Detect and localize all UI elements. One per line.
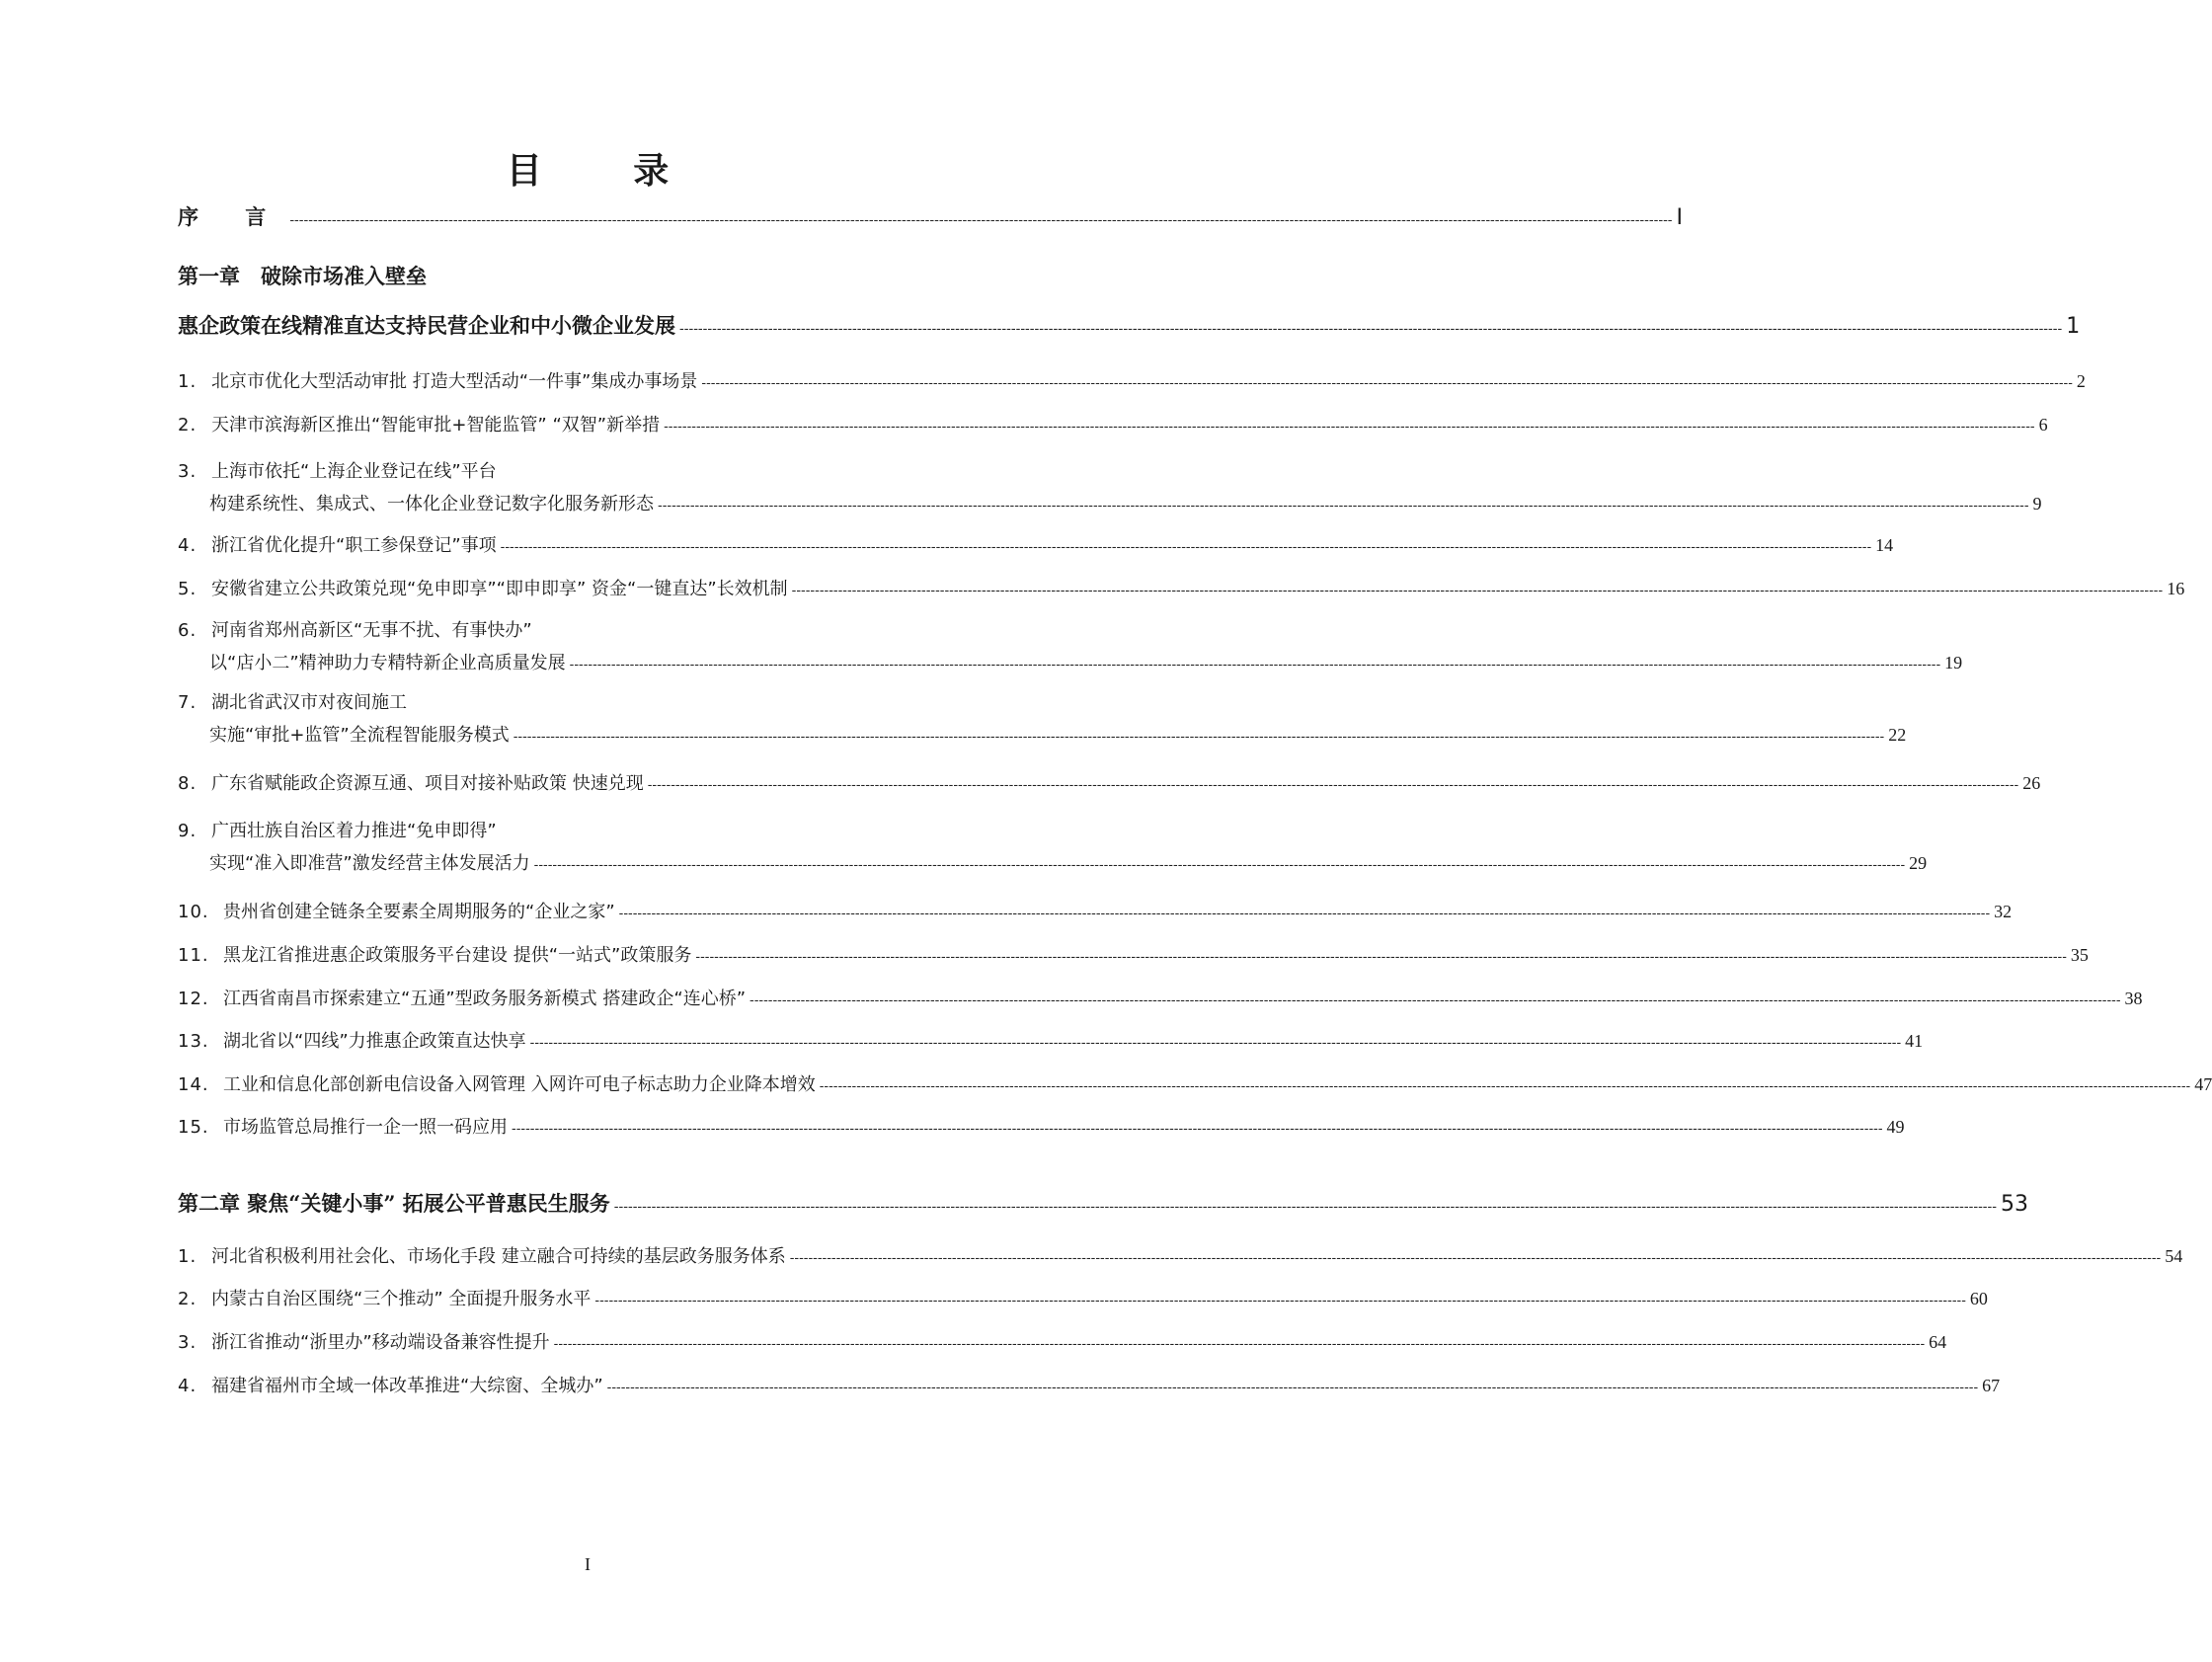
item-page: 2	[2076, 371, 2086, 391]
dot-leader	[607, 1373, 1979, 1404]
item-number: 4.	[178, 535, 198, 556]
item-page: 41	[1905, 1031, 1924, 1051]
toc-item[interactable]	[178, 1326, 1947, 1358]
toc-item[interactable]	[178, 1283, 1988, 1314]
toc-item[interactable]	[178, 1370, 2001, 1401]
item-number: 12.	[178, 989, 209, 1009]
item-page: 67	[1982, 1376, 2001, 1395]
item-title: 浙江省推动“浙里办”移动端设备兼容性提升	[211, 1332, 550, 1353]
toc-entry-chapter1-subtitle[interactable]	[178, 310, 2081, 342]
toc-entry-preface[interactable]	[178, 201, 1684, 233]
dot-leader	[530, 1028, 1902, 1060]
item-title: 第一章 破除市场准入壁垒	[178, 264, 427, 288]
dot-leader	[570, 650, 1941, 681]
item-number: 2.	[178, 1289, 198, 1309]
dot-leader	[695, 942, 2067, 974]
toc-item[interactable]	[178, 615, 1963, 678]
toc-item[interactable]	[178, 1025, 1924, 1057]
toc-item[interactable]	[178, 1240, 2183, 1272]
item-number: 2.	[178, 415, 198, 435]
item-page: 19	[1944, 653, 1963, 673]
toc-item[interactable]	[178, 687, 1907, 751]
item-title: 内蒙古自治区围绕“三个推动” 全面提升服务水平	[211, 1289, 592, 1309]
toc-item[interactable]	[178, 365, 2086, 397]
toc-item[interactable]	[178, 456, 2042, 519]
dot-leader	[820, 1071, 2191, 1103]
toc-item[interactable]	[178, 573, 2185, 604]
dot-leader	[679, 313, 2062, 345]
item-number: 14.	[178, 1074, 209, 1095]
item-number: 11.	[178, 945, 209, 966]
toc-item[interactable]	[178, 896, 2013, 927]
toc-item[interactable]	[178, 939, 2089, 971]
item-page: 64	[1929, 1332, 1947, 1352]
chapter1-subtitle-page: 1	[2066, 314, 2081, 339]
item-title: 实现“准入即准营”激发经营主体发展活力	[209, 853, 530, 874]
toc-item[interactable]	[178, 1111, 1905, 1143]
item-page: 14	[1875, 535, 1894, 555]
preface-label: 序 言	[178, 204, 286, 229]
item-title: 江西省南昌市探索建立“五通”型政务服务新模式 搭建政企“连心桥”	[223, 989, 747, 1009]
item-page: 9	[2032, 494, 2042, 514]
dot-leader	[501, 532, 1872, 564]
item-title: 安徽省建立公共政策兑现“免申即享”“即申即享” 资金“一键直达”长效机制	[211, 579, 788, 599]
item-number: 6.	[178, 620, 198, 641]
item-title: 浙江省优化提升“职工参保登记”事项	[211, 535, 497, 556]
item-title: 黑龙江省推进惠企政策服务平台建设 提供“一站式”政策服务	[223, 945, 692, 966]
toc-item[interactable]	[178, 409, 2048, 440]
item-number: 5.	[178, 579, 198, 599]
item-number: 13.	[178, 1031, 209, 1052]
item-number: 7.	[178, 692, 198, 713]
dot-leader	[790, 1243, 2162, 1275]
dot-leader	[534, 850, 1906, 882]
item-page: 16	[2167, 579, 2185, 598]
item-title: 构建系统性、集成式、一体化企业登记数字化服务新形态	[209, 494, 654, 514]
item-number: 8.	[178, 773, 198, 794]
item-page: 35	[2070, 945, 2089, 965]
item-title: 上海市依托“上海企业登记在线”平台	[211, 461, 497, 482]
item-number: 15.	[178, 1117, 209, 1138]
dot-leader	[619, 899, 1991, 930]
chapter2-heading: 第二章 聚焦“关键小事” 拓展公平普惠民生服务	[178, 1191, 610, 1216]
dot-leader	[512, 1114, 1883, 1146]
chapter2-page: 53	[2001, 1192, 2028, 1217]
item-title: 市场监管总局推行一企一照一码应用	[223, 1117, 508, 1138]
dot-leader	[514, 722, 1885, 753]
toc-entry-chapter2[interactable]	[178, 1188, 2028, 1220]
item-number: 3.	[178, 461, 198, 482]
dot-leader	[658, 491, 2029, 522]
item-page: 54	[2165, 1246, 2183, 1266]
item-page: 49	[1886, 1117, 1905, 1137]
dot-leader	[554, 1329, 1926, 1361]
item-page: 22	[1888, 725, 1907, 745]
item-number: 9.	[178, 821, 198, 841]
item-page: 32	[1994, 902, 2013, 921]
item-number: 3.	[178, 1332, 198, 1353]
toc-item[interactable]	[178, 529, 1894, 561]
dot-leader	[792, 576, 2164, 607]
dot-leader	[648, 770, 2019, 802]
item-title: 北京市优化大型活动审批 打造大型活动“一件事”集成办事场景	[211, 371, 698, 392]
item-title: 实施“审批+监管”全流程智能服务模式	[209, 725, 510, 746]
item-title: 贵州省创建全链条全要素全周期服务的“企业之家”	[223, 902, 615, 922]
item-title: 湖北省武汉市对夜间施工	[211, 692, 407, 713]
dot-leader	[750, 986, 2121, 1017]
item-page: 26	[2022, 773, 2041, 793]
item-title: 广东省赋能政企资源互通、项目对接补贴政策 快速兑现	[211, 773, 644, 794]
chapter1-subtitle: 惠企政策在线精准直达支持民营企业和中小微企业发展	[178, 313, 675, 338]
item-page: 38	[2124, 989, 2143, 1008]
toc-item[interactable]	[178, 983, 2143, 1014]
toc-item[interactable]	[178, 816, 1928, 879]
item-page: 29	[1909, 853, 1928, 873]
item-page: 47	[2194, 1074, 2212, 1094]
item-title: 工业和信息化部创新电信设备入网管理 入网许可电子标志助力企业降本增效	[223, 1074, 816, 1095]
dot-leader	[614, 1191, 1997, 1223]
item-number: 10.	[178, 902, 209, 922]
page-title: 目 录	[506, 150, 709, 192]
item-number: 1.	[178, 1246, 198, 1267]
dot-leader	[594, 1286, 1966, 1317]
preface-page: I	[1676, 205, 1684, 230]
item-title: 河南省郑州高新区“无事不扰、有事快办”	[211, 620, 532, 641]
item-title: 天津市滨海新区推出“智能审批+智能监管” “双智”新举措	[211, 415, 661, 435]
item-page: 6	[2038, 415, 2048, 435]
dot-leader	[664, 412, 2035, 443]
item-title: 福建省福州市全域一体改革推进“大综窗、全城办”	[211, 1376, 603, 1396]
dot-leader	[289, 204, 1672, 236]
item-title: 湖北省以“四线”力推惠企政策直达快享	[223, 1031, 526, 1052]
item-title: 以“店小二”精神助力专精特新企业高质量发展	[209, 653, 566, 673]
item-page: 60	[1969, 1289, 1988, 1308]
item-title: 河北省积极利用社会化、市场化手段 建立融合可持续的基层政务服务体系	[211, 1246, 786, 1267]
toc-item[interactable]	[178, 767, 2041, 799]
item-title: 广西壮族自治区着力推进“免申即得”	[211, 821, 497, 841]
item-number: 1.	[178, 371, 198, 392]
dot-leader	[701, 368, 2073, 400]
chapter1-heading	[178, 261, 997, 292]
item-number: 4.	[178, 1376, 198, 1396]
footer-page-number: I	[585, 1554, 591, 1574]
toc-item[interactable]	[178, 1068, 2212, 1100]
